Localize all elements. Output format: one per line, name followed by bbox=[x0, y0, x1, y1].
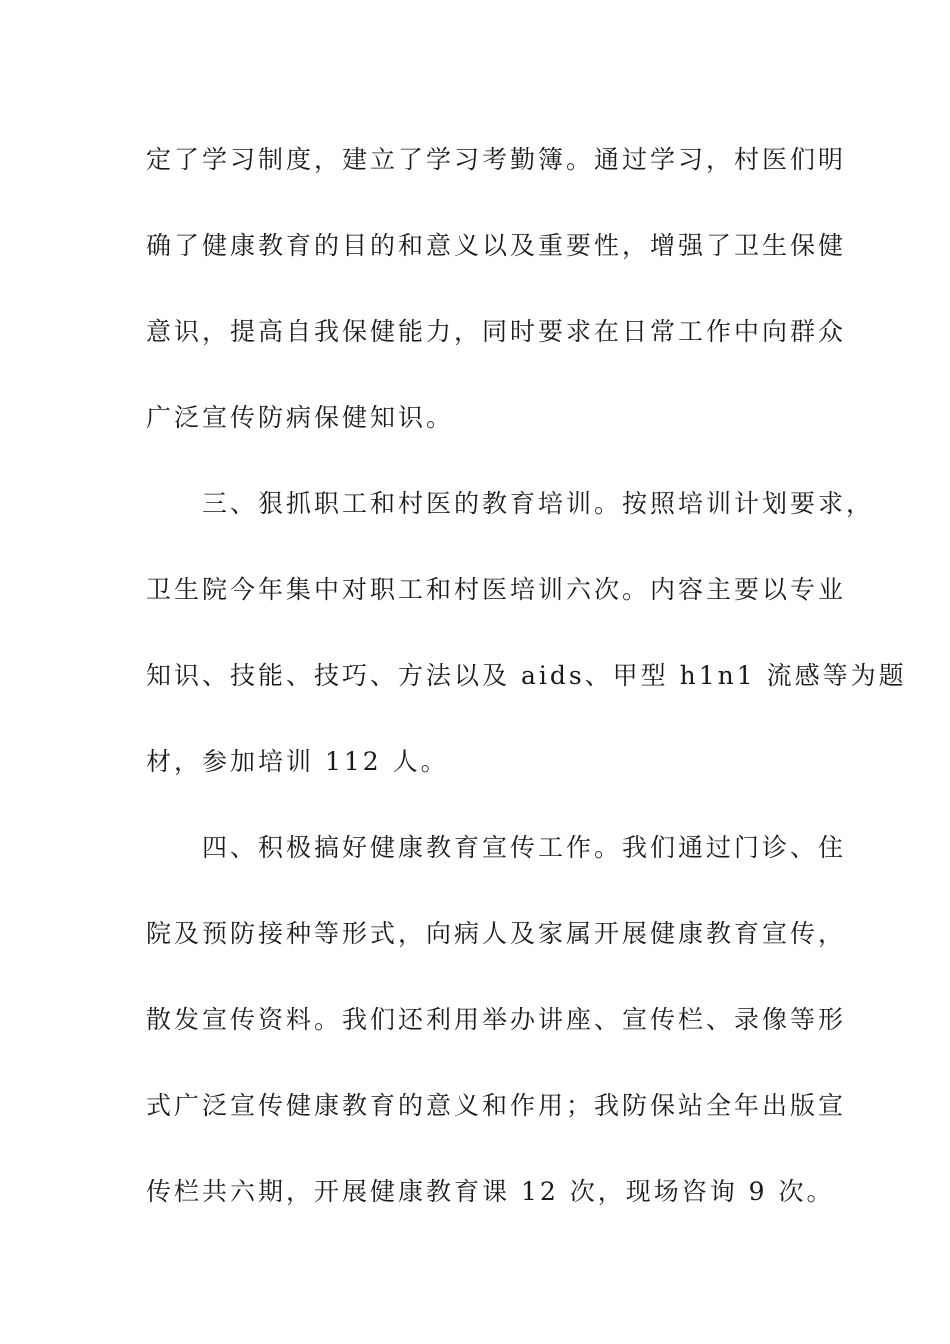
text-line: 卫生院今年集中对职工和村医培训六次。内容主要以专业 bbox=[146, 575, 847, 604]
text-line: 材，参加培训 112 人。 bbox=[146, 747, 449, 776]
text-line: 传栏共六期，开展健康教育课 12 次，现场咨询 9 次。 bbox=[146, 1177, 835, 1206]
body-text bbox=[146, 136, 907, 1254]
paragraph-heading-line: 四、积极搞好健康教育宣传工作。我们通过门诊、住 bbox=[146, 833, 847, 862]
text-line: 意识，提高自我保健能力，同时要求在日常工作中向群众 bbox=[146, 317, 847, 346]
text-line: 式广泛宣传健康教育的意义和作用；我防保站全年出版宣 bbox=[146, 1091, 847, 1120]
text-line: 散发宣传资料。我们还利用举办讲座、宣传栏、录像等形 bbox=[146, 1005, 847, 1034]
text-line: 定了学习制度，建立了学习考勤簿。通过学习，村医们明 bbox=[146, 145, 847, 174]
text-line: 知识、技能、技巧、方法以及 aids、甲型 h1n1 流感等为题 bbox=[146, 661, 907, 690]
text-line: 确了健康教育的目的和意义以及重要性，增强了卫生保健 bbox=[146, 231, 847, 260]
text-line: 广泛宣传防病保健知识。 bbox=[146, 403, 455, 432]
paragraph-heading-line: 三、狠抓职工和村医的教育培训。按照培训计划要求， bbox=[146, 489, 875, 518]
text-line: 院及预防接种等形式，向病人及家属开展健康教育宣传， bbox=[146, 919, 847, 948]
